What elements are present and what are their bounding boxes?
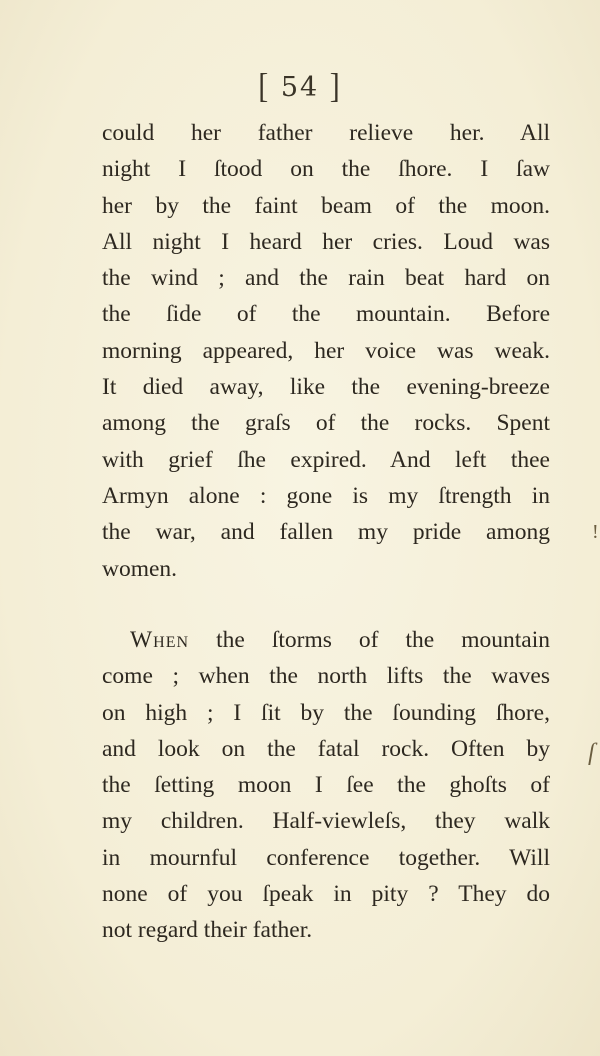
text-line: and look on the fatal rock. Often by (102, 735, 550, 762)
text-line-rest: the ſtorms of the mountain (189, 627, 550, 653)
text-line-first (102, 622, 550, 658)
page-number-open-bracket: [ (258, 67, 271, 106)
page-number-value: 54 (280, 72, 320, 103)
text-line: could her father relieve her. All (102, 120, 550, 146)
small-caps-lead: When (130, 627, 190, 653)
paragraph-2 (102, 622, 550, 949)
margin-mark: ! (592, 521, 599, 543)
paragraph-1 (102, 115, 550, 587)
text-line: not regard their father. (102, 917, 313, 944)
page-number (0, 67, 600, 106)
text-line: the wind ; and the rain beat hard on (102, 265, 550, 292)
text-line: the ſide of the mountain. Before (102, 301, 550, 328)
text-line: the war, and fallen my pride among (102, 519, 550, 546)
text-line: morning appeared, her voice was weak. (102, 337, 550, 364)
text-line: All night I heard her cries. Loud was (102, 228, 550, 255)
text-line: Armyn alone : gone is my ſtrength in (102, 482, 550, 509)
text-line: in mournful conference together. Will (102, 844, 550, 871)
text-line: women. (102, 555, 178, 582)
text-line: with grief ſhe expired. And left thee (102, 446, 550, 473)
text-line: her by the faint beam of the moon. (102, 192, 550, 219)
text-line: come ; when the north lifts the waves (102, 663, 550, 690)
text-line: It died away, like the evening-breeze (102, 374, 550, 401)
page-number-close-bracket: ] (329, 67, 342, 106)
text-line: night I ſtood on the ſhore. I ſaw (102, 156, 550, 183)
text-line: my children. Half-viewleſs, they walk (102, 808, 550, 835)
text-line: none of you ſpeak in pity ? They do (102, 881, 550, 908)
text-line: the ſetting moon I ſee the ghoſts of (102, 772, 550, 799)
text-line: among the graſs of the rocks. Spent (102, 410, 550, 437)
margin-mark: ſ (588, 740, 595, 766)
text-line: on high ; I ſit by the ſounding ſhore, (102, 699, 550, 726)
